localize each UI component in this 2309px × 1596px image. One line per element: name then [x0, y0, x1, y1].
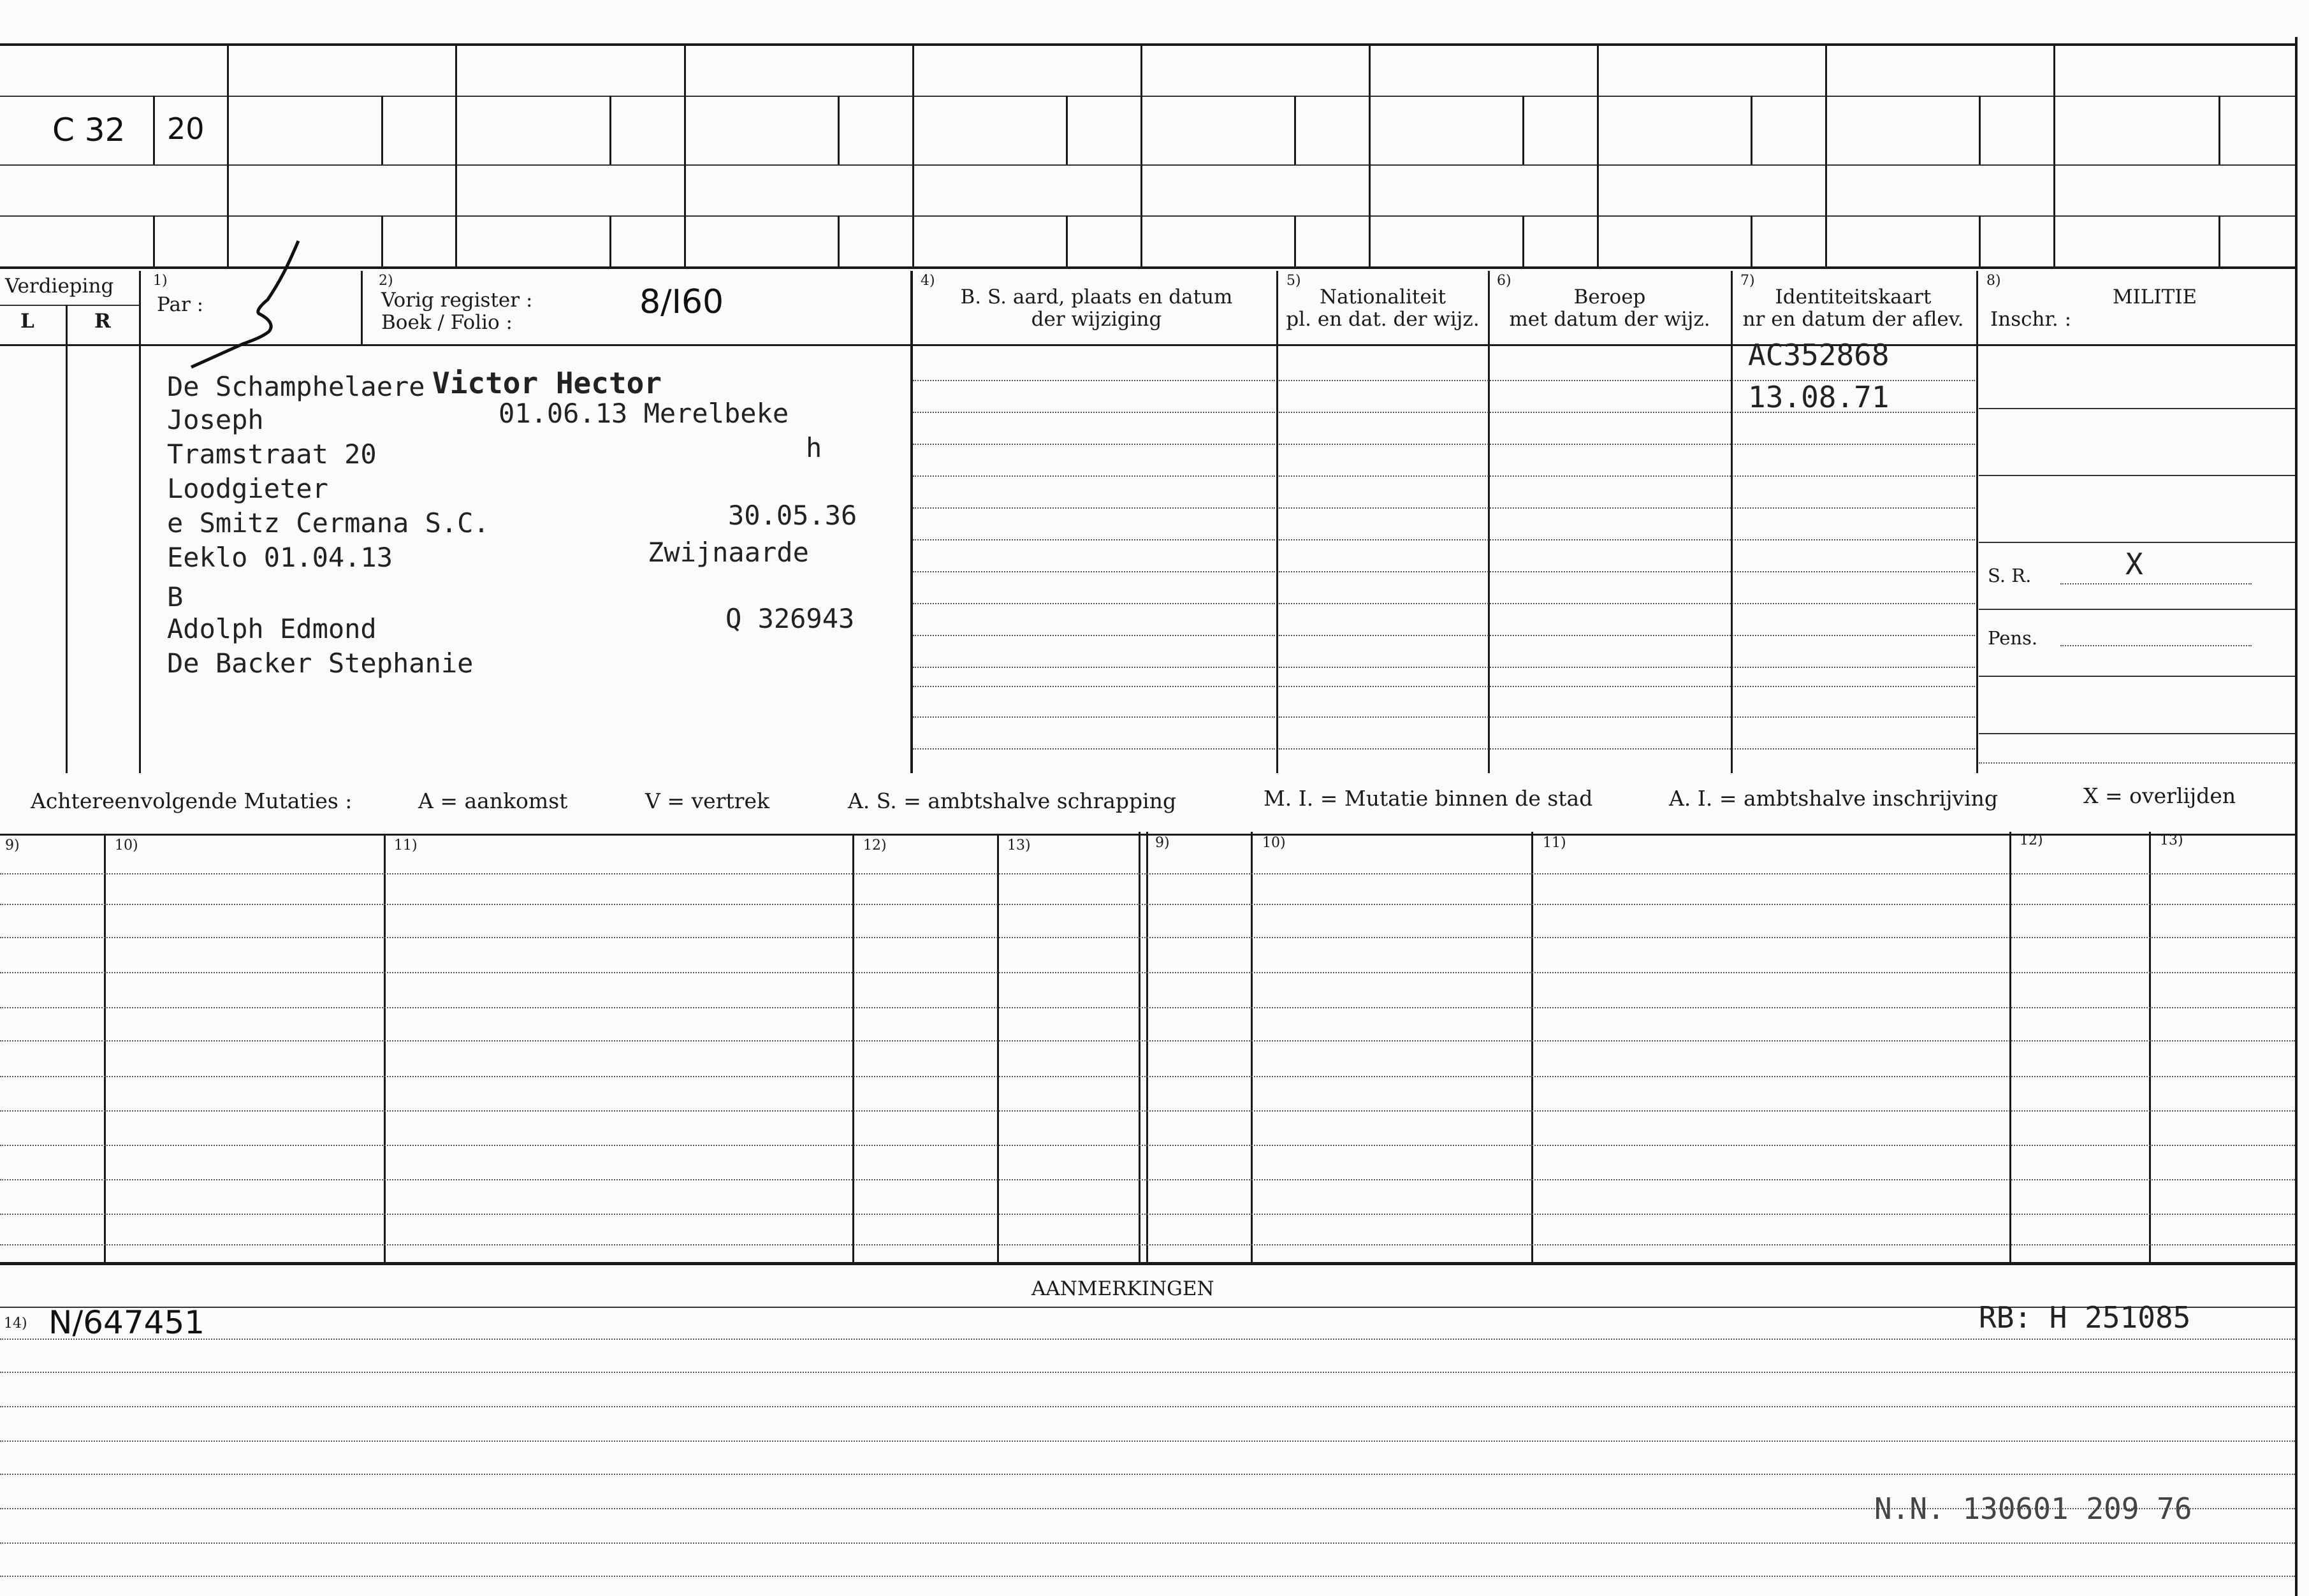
verdieping-r: R [94, 310, 111, 333]
rule [1979, 733, 2295, 734]
h7-line2: nr en datum der aflev. [1742, 308, 1964, 331]
h6-line2: met datum der wijz. [1509, 308, 1710, 331]
mut-rule [0, 1110, 2295, 1112]
h8-line1: MILITIE [2112, 286, 2197, 308]
h8-line2: Inschr. : [1990, 308, 2072, 331]
col-vorig [910, 271, 913, 773]
col-l-r [66, 305, 68, 773]
rule [913, 539, 1275, 540]
mut-col [104, 835, 106, 1262]
sub-div [153, 215, 155, 266]
mut-col-num: 11) [1543, 835, 1566, 851]
rule [1979, 676, 2295, 677]
mut-rule [0, 1214, 2295, 1215]
mut-rule [0, 937, 2295, 938]
person-line9: De Backer Stephanie [167, 648, 474, 679]
mut-col [1531, 832, 1533, 1262]
mut-bottom [0, 1262, 2295, 1265]
sub-div [381, 215, 383, 266]
remarks-line [0, 1372, 2295, 1373]
person-line5-right: 30.05.36 [728, 500, 857, 531]
verdieping-split [0, 305, 140, 306]
h5-num: 5) [1286, 273, 1301, 289]
sub-div [1066, 96, 1068, 164]
rule [913, 635, 1275, 636]
rule [913, 571, 1275, 572]
h4-num: 4) [921, 273, 935, 289]
sub-div [1294, 96, 1296, 164]
rule [1279, 603, 1975, 604]
col-beroep [1731, 271, 1733, 773]
person-surname: De Schamphelaere [167, 371, 425, 402]
remarks-nn: N.N. 130601 209 76 [1874, 1491, 2192, 1526]
sr-label: S. R. [1988, 565, 2032, 586]
rule [913, 748, 1275, 750]
mut-rule [0, 1007, 2295, 1008]
mut-rule [0, 1145, 2295, 1146]
col-par [361, 271, 363, 346]
legend-item: X = overlijden [2083, 783, 2236, 808]
rule [1279, 635, 1975, 636]
mut-rule [0, 972, 2295, 973]
mut-col [852, 835, 854, 1262]
remarks-title: AANMERKINGEN [1031, 1277, 1214, 1300]
top-border [0, 43, 2295, 46]
remarks-line [0, 1406, 2295, 1407]
rule [1279, 748, 1975, 750]
person-line3-right: h [806, 432, 822, 463]
sub-div [2218, 96, 2220, 164]
legend-item: A. I. = ambtshalve inschrijving [1669, 786, 1999, 811]
person-firstnames: Victor Hector [432, 366, 662, 400]
sr-value: X [2125, 547, 2143, 581]
mut-col [2149, 832, 2151, 1262]
mut-col-num: 9) [1155, 835, 1170, 851]
remarks-num: 14) [4, 1316, 27, 1331]
sr-line [2060, 583, 2252, 584]
rule [1279, 444, 1975, 445]
header-bottom [0, 344, 2295, 346]
sub-div [838, 96, 840, 164]
rule [1279, 686, 1975, 687]
rule [1279, 667, 1975, 668]
top-col-3 [684, 45, 686, 268]
rule [1979, 542, 2295, 543]
mut-col-num: 9) [5, 838, 20, 853]
mut-col-num: 13) [2160, 832, 2183, 848]
verdieping-l: L [20, 310, 34, 333]
rule [913, 444, 1275, 445]
rule [1279, 716, 1975, 718]
rule [913, 667, 1275, 668]
top-code: C 32 [52, 112, 126, 149]
rule [913, 475, 1275, 477]
mut-col-num: 12) [863, 838, 887, 853]
mut-rule [0, 1179, 2295, 1180]
legend-title: Achtereenvolgende Mutaties : [31, 788, 353, 813]
vorig-num: 2) [379, 273, 393, 289]
sub-div [1522, 96, 1524, 164]
h7-line1: Identiteitskaart [1775, 286, 1932, 308]
rule [913, 603, 1275, 604]
person-line8-right: Q 326943 [725, 603, 855, 634]
mut-rule [0, 873, 2295, 874]
vorig-value: 8/I60 [639, 283, 724, 321]
id-card-number: AC352868 [1748, 338, 1890, 372]
top-col-4 [912, 45, 914, 268]
top-col-9 [2053, 45, 2055, 268]
remarks-line [0, 1440, 2295, 1442]
vorig-line2: Boek / Folio : [381, 311, 513, 334]
h5-line2: pl. en dat. der wijz. [1286, 308, 1480, 331]
mut-col [2009, 832, 2011, 1262]
sub-div [1751, 215, 1752, 266]
mut-col-num: 10) [1262, 835, 1286, 851]
sub-div [609, 215, 611, 266]
rule [913, 716, 1275, 718]
verdieping-label: Verdieping [5, 275, 114, 298]
top-row-line-3 [0, 215, 2295, 217]
id-card-date: 13.08.71 [1748, 380, 1890, 414]
mut-rule [0, 1244, 2295, 1245]
legend-item: A. S. = ambtshalve schrapping [848, 788, 1177, 813]
remarks-line [0, 1474, 2295, 1475]
mut-col-num: 12) [2020, 832, 2043, 848]
par-num: 1) [153, 273, 168, 289]
sub-div [381, 96, 383, 164]
col-id [1976, 271, 1978, 773]
sub-div [1522, 215, 1524, 266]
person-line6-left: Eeklo 01.04.13 [167, 542, 393, 573]
legend-item: V = vertrek [645, 788, 769, 813]
sub-div [1294, 215, 1296, 266]
top-col-6 [1369, 45, 1371, 268]
sub-div [1979, 215, 1981, 266]
top-row-line-1 [0, 96, 2295, 97]
top-col-2 [455, 45, 457, 268]
remarks-line [0, 1338, 2295, 1340]
pens-line [2060, 645, 2252, 646]
top-row-line-2 [0, 164, 2295, 166]
person-line6-right: Zwijnaarde [648, 537, 809, 568]
sub-div [153, 96, 155, 164]
mut-rule [0, 904, 2295, 905]
top-row-line-4 [0, 266, 2295, 269]
h6-line1: Beroep [1573, 286, 1646, 308]
rule [1979, 475, 2295, 476]
rule [913, 686, 1275, 687]
mut-rule [0, 1076, 2295, 1077]
sub-div [1066, 215, 1068, 266]
sub-div [1979, 96, 1981, 164]
person-line8-left: Adolph Edmond [167, 613, 377, 644]
pens-label: Pens. [1988, 627, 2038, 649]
rule [913, 380, 1275, 381]
top-number: 20 [167, 112, 205, 146]
rule [1979, 408, 2295, 409]
person-profession: Loodgieter [167, 473, 328, 504]
mut-col [997, 835, 999, 1262]
person-address: Tramstraat 20 [167, 439, 377, 470]
remarks-line [0, 1576, 2295, 1577]
rule [1979, 609, 2295, 610]
h4-line1: B. S. aard, plaats en datum [960, 286, 1233, 308]
top-col-5 [1140, 45, 1142, 268]
rule [1279, 475, 1975, 477]
rule [1979, 762, 2295, 764]
sub-div [609, 96, 611, 164]
signature-scribble [185, 229, 325, 376]
mut-col-num: 13) [1007, 838, 1031, 853]
remarks-rule [0, 1307, 2295, 1308]
mut-col [1139, 832, 1140, 1262]
legend-item: M. I. = Mutatie binnen de stad [1264, 786, 1593, 811]
col-nat [1488, 271, 1490, 773]
mut-col-num: 10) [115, 838, 138, 853]
mut-col [1251, 832, 1253, 1262]
h8-num: 8) [1986, 273, 2001, 289]
rule [913, 412, 1275, 413]
h6-num: 6) [1497, 273, 1511, 289]
rule [1279, 507, 1975, 509]
rule [1279, 571, 1975, 572]
remarks-rb: RB: H 251085 [1979, 1300, 2191, 1335]
person-line7: B [167, 581, 184, 613]
mut-col [1146, 832, 1148, 1262]
h5-line1: Nationaliteit [1319, 286, 1446, 308]
remarks-line [0, 1542, 2295, 1544]
sub-div [2218, 215, 2220, 266]
person-line2-right: 01.06.13 Merelbeke [499, 398, 789, 429]
col-bs [1276, 271, 1278, 773]
rule [913, 507, 1275, 509]
col-verdieping [139, 271, 141, 773]
sub-div [1751, 96, 1752, 164]
right-border [2295, 37, 2298, 1596]
top-col-8 [1825, 45, 1827, 268]
mut-col [384, 835, 386, 1262]
remarks-left-value: N/647451 [48, 1304, 205, 1341]
par-label: Par : [157, 293, 204, 316]
top-col-7 [1597, 45, 1599, 268]
h4-line2: der wijziging [1031, 308, 1162, 331]
h7-num: 7) [1740, 273, 1755, 289]
person-line5-left: e Smitz Cermana S.C. [167, 507, 490, 539]
rule [1279, 539, 1975, 540]
legend-item: A = aankomst [418, 788, 568, 813]
person-line2-left: Joseph [167, 404, 264, 435]
sub-div [838, 215, 840, 266]
vorig-line1: Vorig register : [381, 289, 533, 312]
mut-rule [0, 1040, 2295, 1041]
mut-col-num: 11) [394, 838, 418, 853]
